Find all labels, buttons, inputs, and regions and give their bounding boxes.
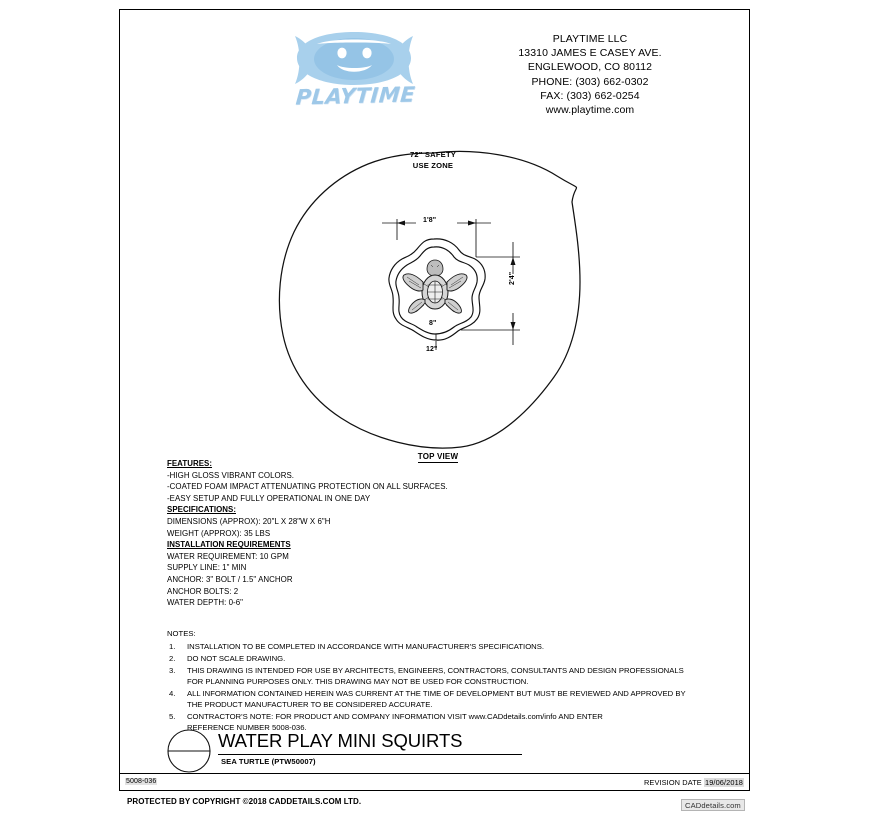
installation-heading: INSTALLATION REQUIREMENTS <box>167 540 291 550</box>
plan-geometry <box>120 122 751 472</box>
note-item <box>167 653 727 664</box>
company-street: 13310 JAMES E CASEY AVE. <box>518 47 662 60</box>
company-city: ENGLEWOOD, CO 80112 <box>527 61 653 74</box>
safety-zone-line2: USE ZONE <box>412 160 454 170</box>
smiley-face-logo-icon <box>287 28 422 90</box>
safety-zone-label <box>378 150 488 171</box>
product-subtitle: SEA TURTLE (PTW50007) <box>221 757 316 766</box>
revision-date: 19/06/2018 <box>705 777 743 787</box>
specification-item: DIMENSIONS (APPROX): 20"L X 28"W X 6"H <box>167 516 331 526</box>
specifications-block <box>167 458 637 609</box>
top-view-label: TOP VIEW <box>417 452 459 461</box>
dimension-outer-label: 12" <box>426 346 438 353</box>
revision-info <box>644 778 744 787</box>
note-text-continued: THE PRODUCT MANUFACTURER TO BE CONSIDERED ACCURATE. <box>187 700 433 710</box>
installation-item: WATER REQUIREMENT: 10 GPM <box>167 551 289 561</box>
drawing-sheet <box>119 9 750 791</box>
notes-block <box>167 628 727 734</box>
installation-item: WATER DEPTH: 0-6" <box>167 598 243 608</box>
company-phone: PHONE: (303) 662-0302 <box>531 75 649 88</box>
installation-item: ANCHOR BOLTS: 2 <box>167 586 239 596</box>
dimension-inner-label: 8" <box>429 320 437 327</box>
caddetails-badge[interactable]: CADdetails.com <box>681 799 745 811</box>
sheet-header <box>120 10 749 122</box>
note-text: THIS DRAWING IS INTENDED FOR USE BY ARCHITECTS, ENGINEERS, CONTRACTORS, CONSULTANTS AND DESIGN PROFESSIONALS <box>187 665 684 675</box>
feature-item: -HIGH GLOSS VIBRANT COLORS. <box>167 470 295 480</box>
playtime-logo <box>287 28 422 116</box>
feature-item: -COATED FOAM IMPACT ATTENUATING PROTECTION ON ALL SURFACES. <box>167 482 448 492</box>
note-text-continued: FOR PLANNING PURPOSES ONLY. THIS DRAWING MAY NOT BE USED FOR CONSTRUCTION. <box>187 677 529 687</box>
logo-wordmark: PLAYTIME <box>294 82 417 110</box>
note-text: CONTRACTOR'S NOTE: FOR PRODUCT AND COMPANY INFORMATION VISIT www.CADdetails.com/info AND ENTER <box>187 712 603 722</box>
company-name: PLAYTIME LLC <box>552 33 628 45</box>
note-number: 3. <box>169 665 176 675</box>
note-number: 2. <box>169 654 176 664</box>
note-text: INSTALLATION TO BE COMPLETED IN ACCORDANCE WITH MANUFACTURER'S SPECIFICATIONS. <box>187 642 544 652</box>
note-text: DO NOT SCALE DRAWING. <box>187 654 286 664</box>
dimension-width-label: 1'8" <box>423 217 437 224</box>
sea-turtle-figure <box>403 260 467 313</box>
features-heading: FEATURES: <box>167 459 213 468</box>
top-view-drawing <box>120 122 751 472</box>
company-address-block <box>450 32 730 117</box>
installation-item: SUPPLY LINE: 1" MIN <box>167 563 247 573</box>
dimension-height-label: 2'4" <box>509 271 516 285</box>
revision-bar <box>120 773 749 790</box>
installation-item: ANCHOR: 3" BOLT / 1.5" ANCHOR <box>167 574 293 584</box>
note-item <box>167 688 727 711</box>
note-text: ALL INFORMATION CONTAINED HEREIN WAS CURRENT AT THE TIME OF DEVELOPMENT BUT MUST BE REVIEWED AND APPROVED BY <box>187 688 686 698</box>
note-number: 5. <box>169 712 176 722</box>
drawing-number: 5008-036 <box>126 777 157 785</box>
specifications-heading: SPECIFICATIONS: <box>167 505 236 515</box>
company-website: www.playtime.com <box>545 104 635 117</box>
notes-title: NOTES: <box>167 629 196 638</box>
company-fax: FAX: (303) 662-0254 <box>540 89 640 102</box>
specification-item: WEIGHT (APPROX): 35 LBS <box>167 528 271 538</box>
revision-label: REVISION DATE <box>644 777 702 787</box>
title-block <box>167 728 727 773</box>
copyright-notice: PROTECTED BY COPYRIGHT ©2018 CADDETAILS.COM LTD. <box>127 797 362 806</box>
product-title: WATER PLAY MINI SQUIRTS <box>218 730 463 751</box>
note-number: 1. <box>169 642 176 652</box>
title-block-circle-icon <box>167 729 211 773</box>
note-item <box>167 641 727 652</box>
note-text-continued: REFERENCE NUMBER 5008-036. <box>187 723 307 733</box>
safety-zone-line1: 72" SAFETY <box>409 150 457 159</box>
note-item <box>167 665 727 688</box>
feature-item: -EASY SETUP AND FULLY OPERATIONAL IN ONE DAY <box>167 493 371 503</box>
note-number: 4. <box>169 688 176 698</box>
title-underline <box>218 754 522 755</box>
